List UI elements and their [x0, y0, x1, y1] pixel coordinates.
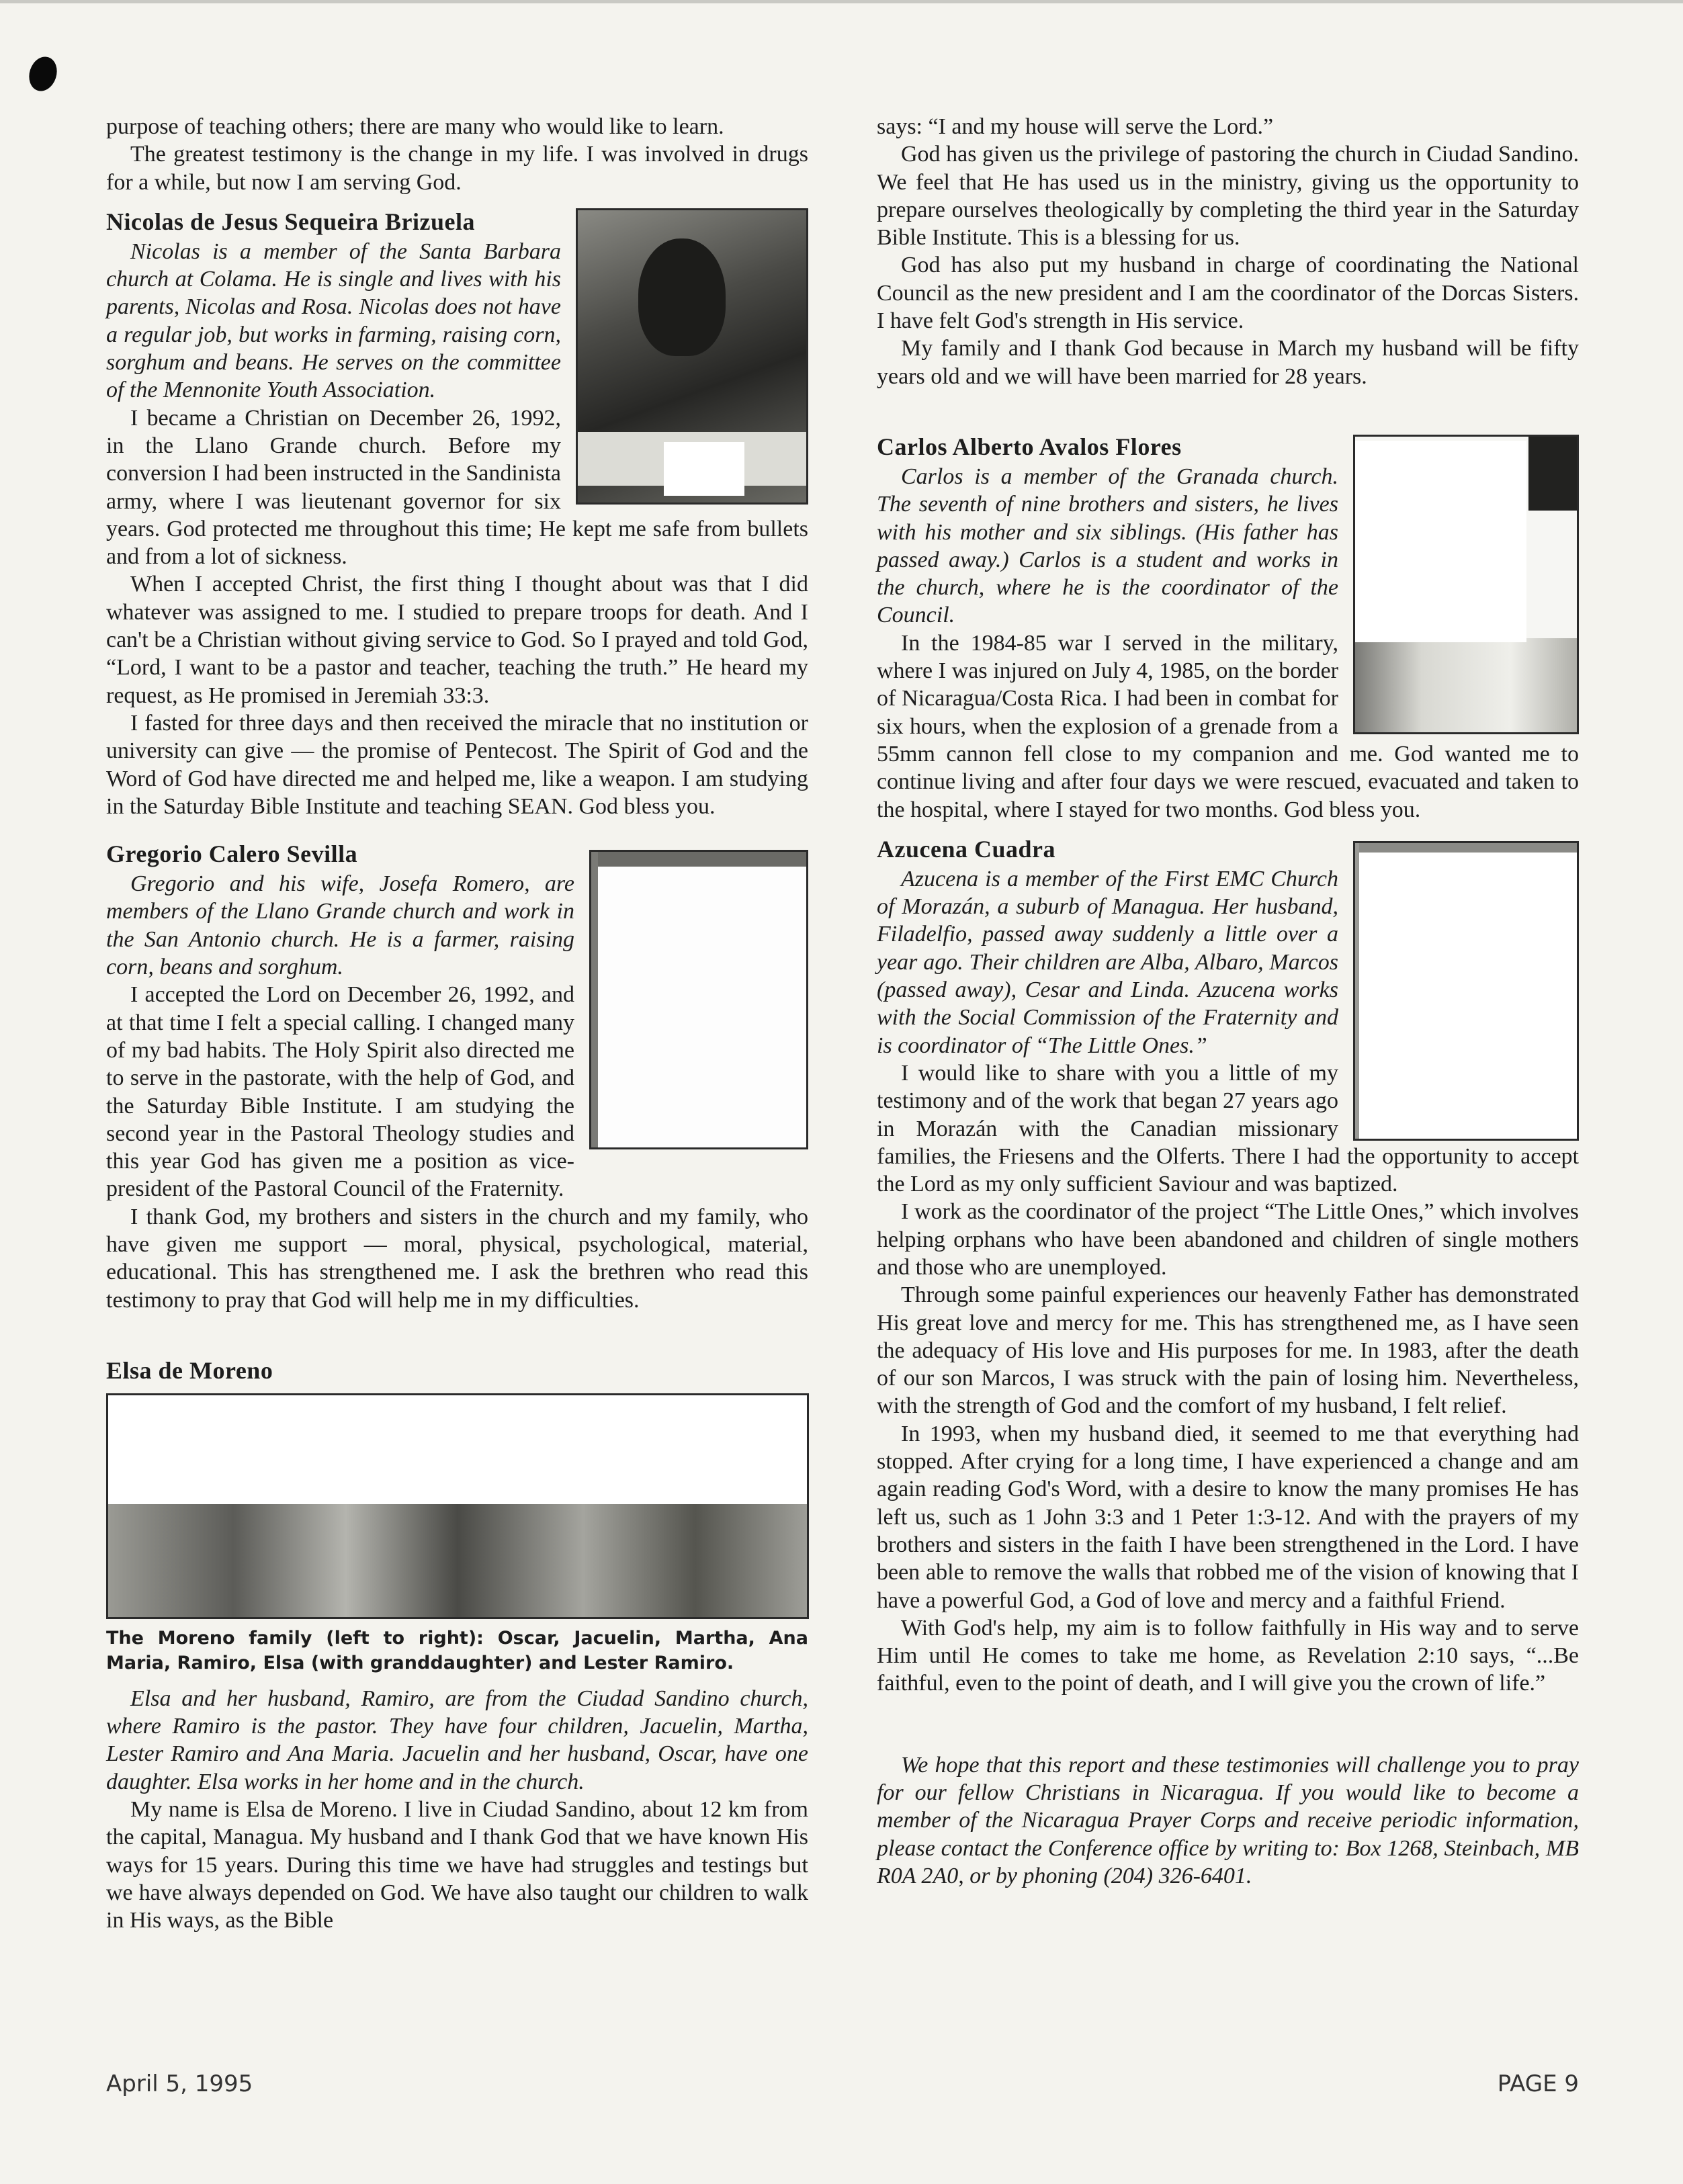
paragraph: When I accepted Christ, the first thing I thought about was that I did whatever was assigned to me. I studied to prepare troops for death. And I can't be a Christian without giving service to God. So I prayed and told God, “Lord, I want to be a pastor and teacher, teaching the truth.” He heard my request, as He promised in Jeremiah 33:3.: [106, 572, 808, 708]
intro-paragraph: Carlos is a member of the Granada church. The seventh of nine brothers and sisters, he lives with his mother and six siblings. (His father has passed away.) Carlos is a student and works in the church, where he is the coordinator of the Council.: [877, 464, 1338, 628]
paragraph: I work as the coordinator of the project “The Little Ones,” which involves helping orphans who have been abandoned and children of single mothers and those who are unemployed.: [877, 1199, 1579, 1280]
top-edge-rule: [0, 0, 1683, 3]
closing-note: [877, 1751, 1579, 1890]
paragraph: I fasted for three days and then received the miracle that no institution or university can give — the promise of Pentecost. The Spirit of God and the Word of God have directed me and helped me, like a weapon. I am studying in the Saturday Bible Institute and teaching SEAN. God bless you.: [106, 710, 808, 819]
intro-paragraph: Elsa and her husband, Ramiro, are from the Ciudad Sandino church, where Ramiro is the pastor. They have four children, Jacuelin, Martha, Lester Ramiro and Ana Maria. Jacuelin and her husband, Oscar, have one daughter. Elsa works in her home and in the church.: [106, 1686, 808, 1794]
moreno-family-photo: [106, 1393, 809, 1619]
paragraph: My name is Elsa de Moreno. I live in Ciudad Sandino, about 12 km from the capital, Managua. My husband and I thank God that we have known His ways for 15 years. During this time we have had struggles and testings but we have always depended on God. We have also taught our children to walk in His ways, as the Bible: [106, 1797, 808, 1933]
paragraph: The greatest testimony is the change in my life. I was involved in drugs for a while, but now I am serving God.: [106, 142, 808, 195]
closing-paragraph: We hope that this report and these testimonies will challenge you to pray for our fellow Christians in Nicaragua. If you would like to become a member of the Nicaragua Prayer Corps and receive periodic information, please contact the Conference office by writing to: Box 1268, Steinbach, MB R0A 2A0, or by phoning (204) 326-6401.: [877, 1752, 1579, 1888]
paragraph: I became a Christian on December 26, 1992, in the Llano Grande church. Before my conversion I had been instructed in the Sandinista army, where I was lieutenant governor for six years. God protected me throughout this time; He kept me safe from bullets and from a lot of sickness.: [106, 405, 808, 570]
hole-punch-mark: [25, 53, 61, 95]
carlos-portrait-photo: [1353, 435, 1579, 734]
paragraph: In the 1984-85 war I served in the military, where I was injured on July 4, 1985, on the border of Nicaragua/Costa Rica. I had been in combat for six hours, when the explosion of a grenade from a 55mm cannon fell close to my companion and me. God wanted me to continue living and after four days we were rescued, evacuated and taken to the hospital, where I stayed for two months. God bless you.: [877, 630, 1579, 822]
paragraph: In 1993, when my husband died, it seemed to me that everything had stopped. After crying for a long time, I have experienced a change and am again reading God's Word, with a desire to know the many promises He has left us, such as 1 John 3:3 and 1 Peter 1:3-12. And with the prayers of my brothers and sisters in the faith I have been strengthened in the Lord. I have been able to remove the walls that robbed me of the vision of knowing that I have a powerful God, a God of love and mercy and a faithful Friend.: [877, 1421, 1579, 1613]
paragraph: God has given us the privilege of pastoring the church in Ciudad Sandino. We feel that He has used us in the ministry, giving us the opportunity to prepare ourselves theologically by completing the third year in the Saturday Bible Institute. This is a blessing for us.: [877, 142, 1579, 251]
section-heading-azucena: Azucena Cuadra: [877, 835, 1055, 863]
section-heading-elsa: Elsa de Moreno: [106, 1356, 273, 1384]
paragraph: says: “I and my house will serve the Lord.”: [877, 114, 1274, 139]
right-column: [877, 113, 1579, 1890]
intro-paragraph: Azucena is a member of the First EMC Church of Morazán, a suburb of Managua. Her husband, Filadelfio, passed away suddenly a little over a year ago. Their children are Alba, Albaro, Marcos (passed away), Cesar and Linda. Azucena works with the Social Commission of the Fraternity and is coordinator of “The Little Ones.”: [877, 866, 1338, 1058]
paragraph: With God's help, my aim is to follow faithfully in His way and to serve Him until He comes to take me home, as Revelation 2:10 says, “...Be faithful, even to the point of death, and I will give you the crown of life.”: [877, 1615, 1579, 1696]
section-heading-carlos: Carlos Alberto Avalos Flores: [877, 433, 1182, 460]
paragraph: My family and I thank God because in March my husband will be fifty years old and we will have been married for 28 years.: [877, 336, 1579, 389]
gregorio-portrait-photo: [589, 850, 808, 1149]
paragraph: I thank God, my brothers and sisters in the church and my family, who have given me support — moral, physical, psychological, material, educational. This has strengthened me. I ask the brethren who read this testimony to pray that God will help me in my difficulties.: [106, 1204, 808, 1313]
intro-paragraph: Nicolas is a member of the Santa Barbara church at Colama. He is single and lives with his parents, Nicolas and Rosa. Nicolas does not have a regular job, but works in farming, raising corn, sorghum and beans. He serves on the committee of the Mennonite Youth Association.: [106, 238, 561, 403]
section-heading-nicolas: Nicolas de Jesus Sequeira Brizuela: [106, 208, 475, 235]
paragraph: God has also put my husband in charge of coordinating the National Council as the new president and I am the coordinator of the Dorcas Sisters. I have felt God's strength in His service.: [877, 253, 1579, 334]
paragraph: I would like to share with you a little of my testimony and of the work that began 27 years ago in Morazán with the Canadian missionary families, the Friesens and the Olferts. There I had the opportunity to accept the Lord as my only sufficient Saviour and was baptized.: [877, 1060, 1579, 1197]
photo-caption: The Moreno family (left to right): Oscar, Jacuelin, Martha, Ana Maria, Ramiro, Elsa (with granddaughter) and Lester Ramiro.: [106, 1627, 808, 1673]
intro-paragraph: Gregorio and his wife, Josefa Romero, are members of the Llano Grande church and work in the San Antonio church. He is a farmer, raising corn, beans and sorghum.: [106, 871, 574, 980]
azucena-portrait-photo: [1353, 841, 1579, 1141]
left-column: [106, 113, 808, 1935]
page-number: PAGE 9: [1497, 2070, 1579, 2097]
paragraph: I accepted the Lord on December 26, 1992, and at that time I felt a special calling. I changed many of my bad habits. The Holy Spirit also directed me to serve in the pastorate, with the help of God, and the Saturday Bible Institute. I am studying the second year in the Pastoral Theology studies and this year God has given me a position as vice-president of the Pastoral Council of the Fraternity.: [106, 982, 574, 1202]
issue-date: April 5, 1995: [106, 2070, 253, 2097]
section-heading-gregorio: Gregorio Calero Sevilla: [106, 840, 358, 868]
paragraph: Through some painful experiences our heavenly Father has demonstrated His great love and mercy for me. This has strengthened me, as I have seen the adequacy of His love and His purposes for me. In 1983, after the death of our son Marcos, I was struck with the pain of losing him. Nevertheless, with the strength of God and the comfort of my husband, I felt relief.: [877, 1282, 1579, 1419]
nicolas-portrait-photo: [576, 208, 808, 505]
paragraph: purpose of teaching others; there are many who would like to learn.: [106, 114, 724, 139]
